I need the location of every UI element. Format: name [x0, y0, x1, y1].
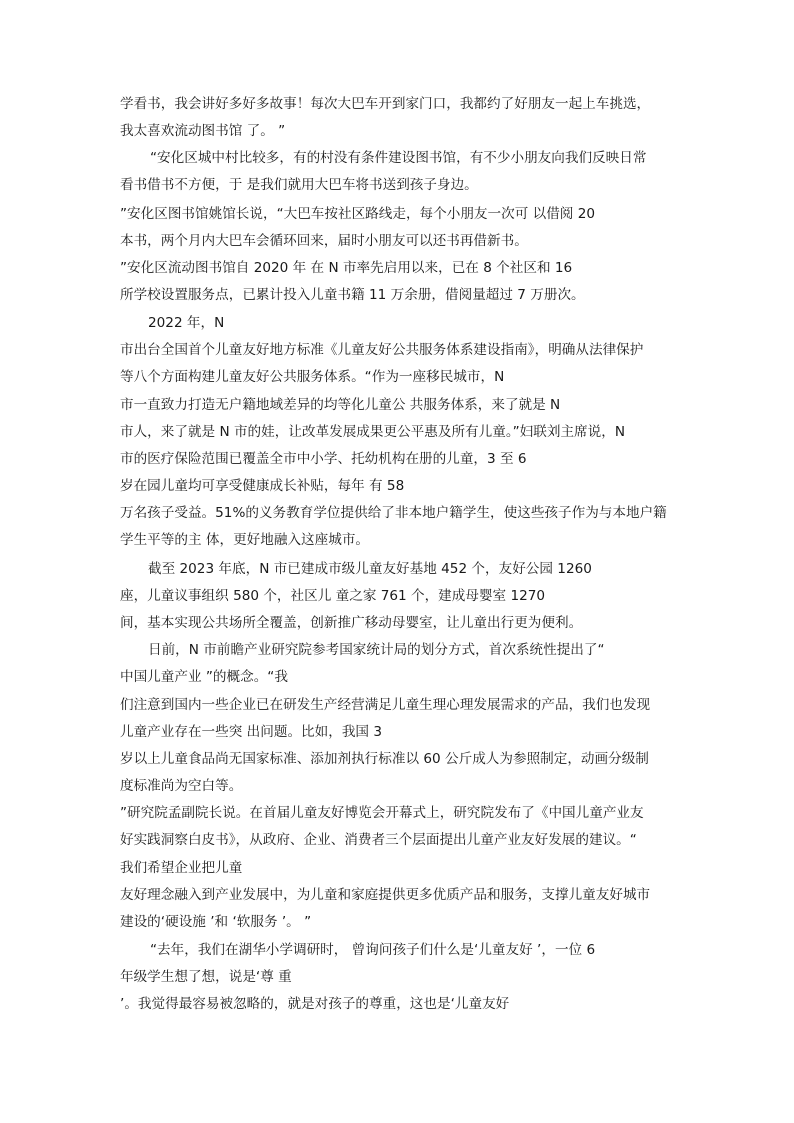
text-line: ”研究院孟副院长说。在首届儿童友好博览会开幕式上，研究院发布了《中国儿童产业友 — [120, 805, 644, 821]
text-line: 万名孩子受益。51%的义务教育学位提供给了非本地户籍学生，使这些孩子作为与本地户籍 — [120, 505, 667, 521]
text-line: 建设的‘硬设施 ’和 ‘软服务 ’。 ” — [120, 914, 312, 930]
text-line: 看书借书不方便，于 是我们就用大巴车将书送到孩子身边。 — [120, 177, 478, 193]
text-line: 日前，N 市前瞻产业研究院参考国家统计局的划分方式，首次系统性提出了“ — [148, 642, 605, 658]
text-line: 间，基本实现公共场所全覆盖，创新推广移动母婴室，让儿童出行更为便利。 — [120, 615, 583, 631]
text-line: “安化区城中村比较多，有的村没有条件建设图书馆，有不少小朋友向我们反映日常 — [150, 150, 647, 166]
text-line: 岁在园儿童均可享受健康成长补贴，每年 有 58 — [120, 478, 405, 494]
text-line: 市人，来了就是 N 市的娃，让改革发展成果更公平惠及所有儿童。”妇联刘主席说，N — [120, 424, 626, 440]
text-line: 市出台全国首个儿童友好地方标准《儿童友好公共服务体系建设指南》，明确从法律保护 — [120, 342, 644, 358]
text-line: 市一直致力打造无户籍地域差异的均等化儿童公 共服务体系，来了就是 N — [120, 397, 561, 413]
text-line: 截至 2023 年底，N 市已建成市级儿童友好基地 452 个，友好公园 1260 — [148, 561, 592, 577]
text-line: 我们希望企业把儿童 — [120, 860, 243, 876]
text-line: 我太喜欢流动图书馆 了。 ” — [120, 123, 286, 139]
text-line: 2022 年，N — [148, 315, 225, 331]
text-line: 岁以上儿童食品尚无国家标准、添加剂执行标准以 60 公斤成人为参照制定，动画分级制 — [120, 751, 649, 767]
text-line: 等八个方面构建儿童友好公共服务体系。“作为一座移民城市，N — [120, 369, 505, 385]
text-line: 友好理念融入到产业发展中，为儿童和家庭提供更多优质产品和服务，支撑儿童友好城市 — [120, 887, 651, 903]
text-line: 们注意到国内一些企业已在研发生产经营满足儿童生理心理发展需求的产品，我们也发现 — [120, 697, 651, 713]
text-line: 市的医疗保险范围已覆盖全市中小学、托幼机构在册的儿童，3 至 6 — [120, 451, 527, 467]
text-line: 儿童产业存在一些突 出问题。比如，我国 3 — [120, 724, 382, 740]
text-line: 学看书，我会讲好多好多故事！每次大巴车开到家门口，我都约了好朋友一起上车挑选， — [120, 96, 651, 112]
text-line: 本书，两个月内大巴车会循环回来，届时小朋友可以还书再借新书。 — [120, 233, 528, 249]
text-line: 学生平等的主 体，更好地融入这座城市。 — [120, 532, 370, 548]
text-line: ”安化区流动图书馆自 2020 年 在 N 市率先启用以来，已在 8 个社区和 16 — [120, 260, 573, 276]
text-line: 座，儿童议事组织 580 个，社区儿 童之家 761 个，建成母婴室 1270 — [120, 588, 546, 604]
text-line: 年级学生想了想，说是‘尊 重 — [120, 969, 292, 985]
text-line: 中国儿童产业 ”的概念。“我 — [120, 669, 288, 685]
text-line: ’。我觉得最容易被忽略的，就是对孩子的尊重，这也是‘儿童友好 — [120, 996, 510, 1012]
text-line: 所学校设置服务点，已累计投入儿童书籍 11 万余册，借阅量超过 7 万册次。 — [120, 287, 585, 303]
text-line: 度标准尚为空白等。 — [120, 778, 243, 794]
text-line: ”安化区图书馆姚馆长说，“大巴车按社区路线走，每个小朋友一次可 以借阅 20 — [120, 206, 596, 222]
text-line: 好实践洞察白皮书》，从政府、企业、消费者三个层面提出儿童产业友好发展的建议。“ — [120, 832, 637, 848]
text-line: “去年，我们在湖华小学调研时， 曾询问孩子们什么是‘儿童友好 ’，一位 6 — [150, 942, 596, 958]
